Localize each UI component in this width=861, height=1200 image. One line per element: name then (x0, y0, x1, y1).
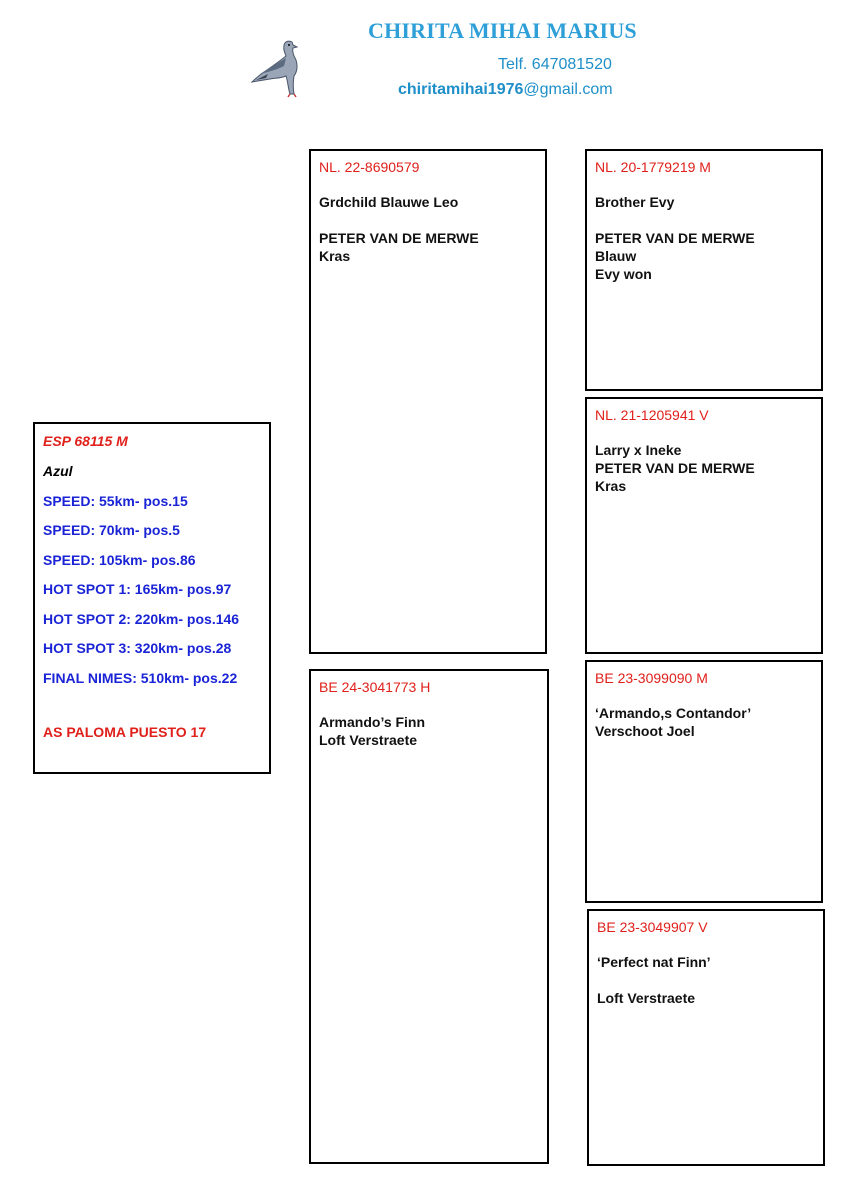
subject-ring: ESP 68115 M (43, 433, 128, 449)
sire-dam-ring: NL. 21-1205941 V (595, 407, 709, 423)
breeder-name: CHIRITA MIHAI MARIUS (368, 18, 637, 43)
sire-ring: NL. 22-8690579 (319, 159, 420, 175)
sire-dam-note: Kras (595, 478, 627, 494)
dam-sire-card (585, 660, 823, 903)
subject-card (33, 422, 271, 774)
pigeon-logo (248, 36, 308, 98)
result-line: SPEED: 55km- pos.15 (43, 492, 188, 509)
subject-color: Azul (43, 463, 73, 479)
sire-note: Kras (319, 248, 351, 264)
breeder-email (398, 81, 613, 99)
result-line: HOT SPOT 3: 320km- pos.28 (43, 640, 232, 656)
dam-ring: BE 24-3041773 H (319, 679, 431, 695)
sire-card (309, 149, 547, 654)
sire-dam-breeder: PETER VAN DE MERWE (595, 460, 755, 476)
sire-sire-breeder: PETER VAN DE MERWE (595, 230, 755, 246)
dam-dam-name: ‘Perfect nat Finn’ (597, 954, 711, 970)
result-line: HOT SPOT 2: 220km- pos.146 (43, 610, 240, 627)
sire-sire-note: Evy won (595, 266, 652, 282)
dam-dam-ring: BE 23-3049907 V (597, 919, 708, 935)
sire-sire-color: Blauw (595, 248, 637, 264)
result-line: SPEED: 70km- pos.5 (43, 522, 180, 538)
dam-card (309, 669, 549, 1164)
sire-dam-card (585, 397, 823, 654)
sire-sire-name: Brother Evy (595, 194, 675, 210)
email-domain: @gmail.com (523, 81, 613, 98)
dam-sire-breeder: Verschoot Joel (595, 723, 695, 739)
dam-sire-name: ‘Armando,s Contandor’ (595, 705, 752, 721)
sire-dam-name: Larry x Ineke (595, 442, 682, 458)
result-line: HOT SPOT 1: 165km- pos.97 (43, 581, 232, 597)
breeder-phone: Telf. 647081520 (498, 56, 612, 73)
result-line: FINAL NIMES: 510km- pos.22 (43, 669, 238, 686)
sire-sire-card (585, 149, 823, 391)
dam-breeder: Loft Verstraete (319, 732, 418, 748)
sire-breeder: PETER VAN DE MERWE (319, 230, 479, 246)
dam-dam-breeder: Loft Verstraete (597, 990, 696, 1006)
subject-highlight: AS PALOMA PUESTO 17 (43, 723, 207, 740)
dam-sire-ring: BE 23-3099090 M (595, 670, 708, 686)
sire-sire-ring: NL. 20-1779219 M (595, 159, 711, 175)
sire-name: Grdchild Blauwe Leo (319, 194, 459, 210)
dam-name: Armando’s Finn (319, 714, 426, 730)
result-line: SPEED: 105km- pos.86 (43, 551, 196, 568)
email-user: chiritamihai1976 (398, 81, 524, 98)
dam-dam-card (587, 909, 825, 1166)
